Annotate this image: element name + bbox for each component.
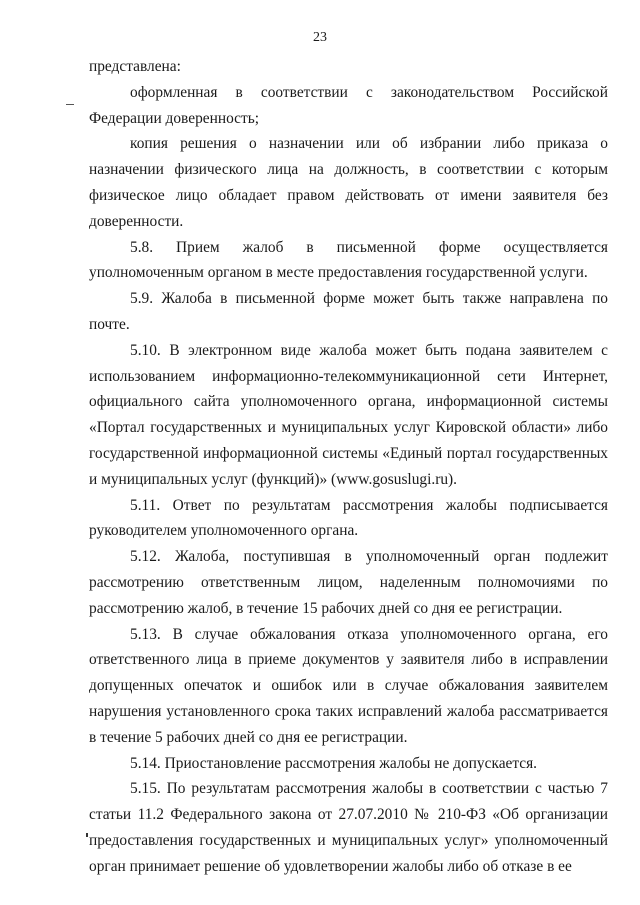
paragraph-5-15: 5.15. По результатам рассмотрения жалобы в соответствии с частью 7 статьи 11.2 Федерального закона от 27.07.2010 № 210-ФЗ «Об организации предоставления государственных и муниципальных услуг» уполномоченный орган принимает решение об удовлетворении жалобы либо об отказе в ее xyxy=(89,780,608,875)
margin-mark xyxy=(66,104,74,105)
paragraph-power-of-attorney: оформленная в соответствии с законодательством Российской Федерации доверенность; xyxy=(89,83,608,127)
paragraph-5-11: 5.11. Ответ по результатам рассмотрения жалобы подписывается руководителем уполномоченного органа. xyxy=(89,496,608,540)
paragraph-continuation: представлена: xyxy=(89,58,181,75)
paragraph-5-12: 5.12. Жалоба, поступившая в уполномоченный орган подлежит рассмотрению ответственным лицом, наделенным полномочиями по рассмотрению жалоб, в течение 15 рабочих дней со дня ее регистрации. xyxy=(89,548,608,617)
paragraph-appointment-copy: копия решения о назначении или об избрании либо приказа о назначении физического лица на должность, в соответствии с которым физическое лицо обладает правом действовать от имени заявителя без доверенности. xyxy=(89,135,608,230)
paragraph-5-8: 5.8. Прием жалоб в письменной форме осуществляется уполномоченным органом в месте предоставления государственной услуги. xyxy=(89,238,608,282)
document-body xyxy=(89,54,608,880)
paragraph-5-9: 5.9. Жалоба в письменной форме может быть также направлена по почте. xyxy=(89,290,608,333)
paragraph-5-10: 5.10. В электронном виде жалоба может быть подана заявителем с использованием информационно-телекоммуникационной сети Интернет, официального сайта уполномоченного органа, информационной системы «Портал государственных и муниципальных услуг Кировской области» либо государственной информационной системы «Единый портал государственных и муниципальных услуг (функций)» (www.gosuslugi.ru). xyxy=(89,341,608,488)
margin-mark xyxy=(86,833,88,837)
page-number: 23 xyxy=(313,30,327,45)
paragraph-5-13: 5.13. В случае обжалования отказа уполномоченного органа, его ответственного лица в приеме документов у заявителя либо в исправлении допущенных опечаток и ошибок или в случае обжалования заявителем нарушения установленного срока таких исправлений жалоба рассматривается в течение 5 рабочих дней со дня ее регистрации. xyxy=(89,625,608,746)
paragraph-5-14: 5.14. Приостановление рассмотрения жалобы не допускается. xyxy=(130,754,538,772)
